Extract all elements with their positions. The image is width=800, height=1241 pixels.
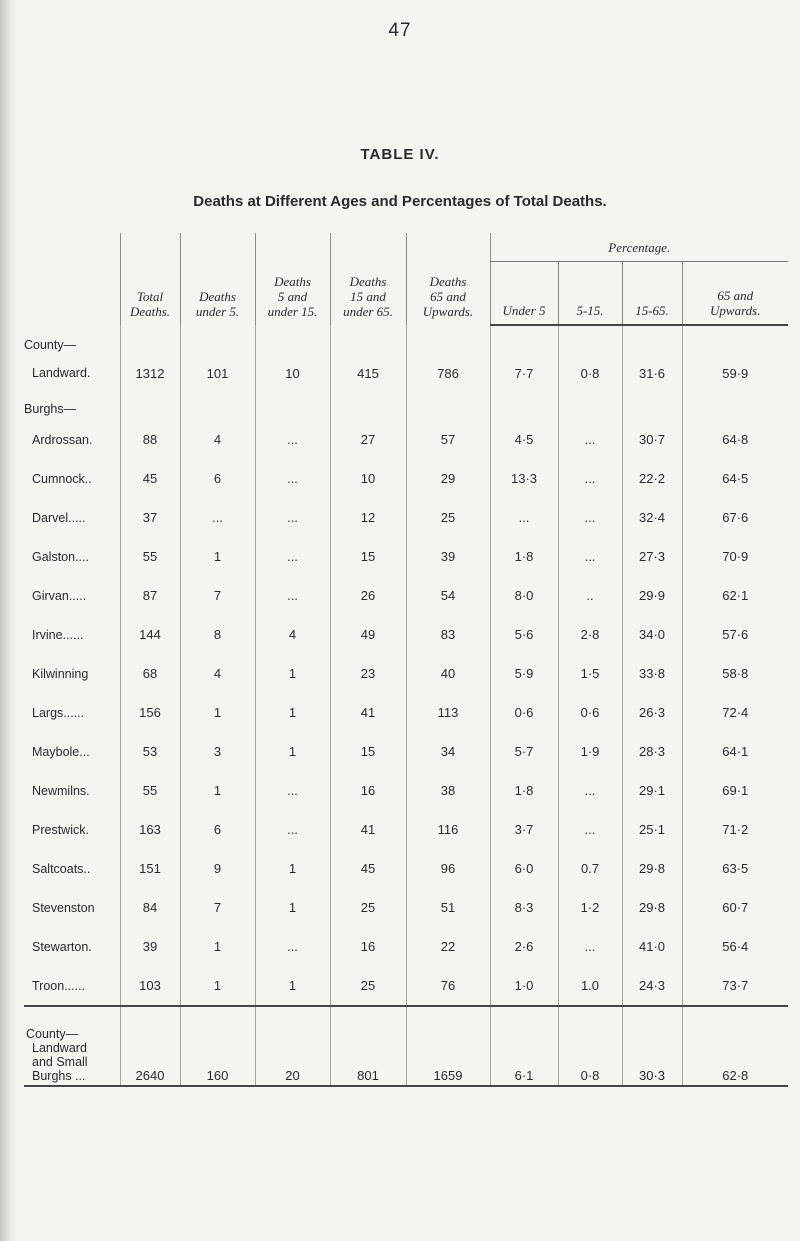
cell-deaths-65-up: 29 xyxy=(406,459,490,498)
cell-deaths-5-15: ... xyxy=(255,810,330,849)
cell-deaths-15-65: 41 xyxy=(330,810,406,849)
cell-pct-15-65: 22·2 xyxy=(622,459,682,498)
row-label: Stewarton. xyxy=(32,939,92,954)
header-deaths-under-5-line1: Deaths xyxy=(199,289,236,304)
total-deaths-under-5: 160 xyxy=(180,1006,255,1086)
cell-deaths-15-65: 41 xyxy=(330,693,406,732)
total-pct-5-15: 0·8 xyxy=(558,1006,622,1086)
cell-deaths-15-65: 415 xyxy=(330,356,406,390)
cell-pct-15-65: 28·3 xyxy=(622,732,682,771)
total-row-label-line: and Small xyxy=(32,1055,88,1069)
cell-deaths-5-15: 1 xyxy=(255,693,330,732)
cell-pct-under-5: 6·0 xyxy=(490,849,558,888)
cell-pct-under-5: 8·0 xyxy=(490,576,558,615)
cell-pct-65-up: 64·8 xyxy=(682,420,788,459)
cell-deaths-15-65: 16 xyxy=(330,771,406,810)
section-burghs xyxy=(24,390,788,420)
cell-pct-15-65: 34·0 xyxy=(622,615,682,654)
cell-deaths-65-up: 54 xyxy=(406,576,490,615)
cell-pct-15-65: 26·3 xyxy=(622,693,682,732)
cell-deaths-under-5: 1 xyxy=(180,966,255,1006)
cell-pct-15-65: 27·3 xyxy=(622,537,682,576)
cell-pct-under-5: 5·9 xyxy=(490,654,558,693)
cell-pct-5-15: ... xyxy=(558,420,622,459)
section-county-spacer xyxy=(330,325,406,356)
cell-pct-65-up: 60·7 xyxy=(682,888,788,927)
row-label: Prestwick. xyxy=(32,822,89,837)
header-pct-65-up-line2: Upwards. xyxy=(710,303,761,318)
section-burghs-spacer xyxy=(682,390,788,420)
cell-pct-5-15: ... xyxy=(558,810,622,849)
cell-deaths-5-15: ... xyxy=(255,537,330,576)
total-row-label-line: Landward xyxy=(32,1041,87,1055)
header-deaths-65-up-line3: Upwards. xyxy=(422,304,474,319)
cell-pct-5-15: ... xyxy=(558,459,622,498)
cell-deaths-15-65: 45 xyxy=(330,849,406,888)
cell-deaths-15-65: 23 xyxy=(330,654,406,693)
cell-total-deaths: 151 xyxy=(120,849,180,888)
row-label: Irvine...... xyxy=(32,627,84,642)
cell-pct-5-15: ... xyxy=(558,927,622,966)
table-row-burgh xyxy=(24,420,788,459)
cell-pct-65-up: 57·6 xyxy=(682,615,788,654)
header-total-deaths xyxy=(120,233,180,325)
table-row-burgh xyxy=(24,459,788,498)
cell-deaths-under-5: 6 xyxy=(180,459,255,498)
cell-deaths-65-up: 57 xyxy=(406,420,490,459)
cell-deaths-65-up: 38 xyxy=(406,771,490,810)
cell-pct-65-up: 59·9 xyxy=(682,356,788,390)
cell-deaths-under-5: 4 xyxy=(180,420,255,459)
cell-pct-15-65: 29·9 xyxy=(622,576,682,615)
table-subtitle: Deaths at Different Ages and Percentages of Total Deaths. xyxy=(193,193,607,210)
section-county-spacer xyxy=(180,325,255,356)
cell-total-deaths: 45 xyxy=(120,459,180,498)
cell-deaths-5-15: 1 xyxy=(255,732,330,771)
cell-pct-under-5: 7·7 xyxy=(490,356,558,390)
cell-deaths-under-5: ... xyxy=(180,498,255,537)
cell-pct-15-65: 29·1 xyxy=(622,771,682,810)
cell-deaths-15-65: 15 xyxy=(330,537,406,576)
page-number: 47 xyxy=(388,20,412,41)
cell-deaths-under-5: 1 xyxy=(180,771,255,810)
cell-pct-under-5: 1·8 xyxy=(490,771,558,810)
row-label: Galston.... xyxy=(32,549,89,564)
section-burghs-spacer xyxy=(120,390,180,420)
cell-pct-under-5: 13·3 xyxy=(490,459,558,498)
cell-pct-under-5: 5·7 xyxy=(490,732,558,771)
cell-deaths-5-15: 4 xyxy=(255,615,330,654)
cell-pct-5-15: ... xyxy=(558,498,622,537)
cell-pct-65-up: 72·4 xyxy=(682,693,788,732)
cell-deaths-65-up: 76 xyxy=(406,966,490,1006)
header-deaths-5-15-line1: Deaths xyxy=(274,274,311,289)
cell-deaths-15-65: 12 xyxy=(330,498,406,537)
cell-pct-65-up: 70·9 xyxy=(682,537,788,576)
cell-deaths-under-5: 1 xyxy=(180,927,255,966)
table-row-burgh xyxy=(24,537,788,576)
cell-pct-15-65: 33·8 xyxy=(622,654,682,693)
row-label: Newmilns. xyxy=(32,783,90,798)
row-label: Girvan..... xyxy=(32,588,87,603)
table-row-total xyxy=(24,1006,788,1086)
cell-pct-65-up: 64·1 xyxy=(682,732,788,771)
header-pct-15-65-line1: 15-65. xyxy=(635,303,669,318)
cell-pct-65-up: 69·1 xyxy=(682,771,788,810)
cell-deaths-5-15: ... xyxy=(255,498,330,537)
table-row-burgh xyxy=(24,771,788,810)
header-deaths-under-5-line2: under 5. xyxy=(195,304,240,319)
section-county-spacer xyxy=(255,325,330,356)
cell-deaths-5-15: ... xyxy=(255,927,330,966)
total-deaths-15-65: 801 xyxy=(330,1006,406,1086)
cell-total-deaths: 68 xyxy=(120,654,180,693)
cell-deaths-5-15: ... xyxy=(255,420,330,459)
cell-total-deaths: 144 xyxy=(120,615,180,654)
cell-deaths-5-15: ... xyxy=(255,576,330,615)
cell-pct-under-5: 5·6 xyxy=(490,615,558,654)
cell-deaths-65-up: 40 xyxy=(406,654,490,693)
header-deaths-65-up-line1: Deaths xyxy=(429,274,467,289)
header-deaths-15-65-line2: 15 and xyxy=(350,289,386,304)
header-pct-under-5 xyxy=(490,262,558,326)
cell-deaths-15-65: 26 xyxy=(330,576,406,615)
cell-deaths-15-65: 25 xyxy=(330,888,406,927)
cell-deaths-15-65: 10 xyxy=(330,459,406,498)
cell-pct-5-15: ... xyxy=(558,771,622,810)
cell-pct-65-up: 73·7 xyxy=(682,966,788,1006)
cell-pct-65-up: 63·5 xyxy=(682,849,788,888)
table-row-burgh xyxy=(24,654,788,693)
cell-deaths-5-15: 1 xyxy=(255,966,330,1006)
cell-deaths-15-65: 27 xyxy=(330,420,406,459)
deaths-table xyxy=(24,233,788,1087)
cell-deaths-65-up: 786 xyxy=(406,356,490,390)
header-deaths-65-up-line2: 65 and xyxy=(430,289,466,304)
row-label: Largs...... xyxy=(32,705,85,720)
total-row-label-line: County— xyxy=(26,1027,79,1041)
header-pct-5-15-line1: 5-15. xyxy=(576,303,604,318)
total-row-label-line: Burghs ... xyxy=(32,1069,86,1083)
header-percentage: Percentage. xyxy=(490,233,788,262)
total-pct-under-5: 6·1 xyxy=(490,1006,558,1086)
section-burghs-spacer xyxy=(330,390,406,420)
table-row-burgh xyxy=(24,888,788,927)
cell-deaths-65-up: 96 xyxy=(406,849,490,888)
cell-pct-under-5: 1·8 xyxy=(490,537,558,576)
section-burghs-spacer xyxy=(622,390,682,420)
cell-pct-under-5: 4·5 xyxy=(490,420,558,459)
section-county-spacer xyxy=(406,325,490,356)
cell-deaths-under-5: 7 xyxy=(180,888,255,927)
cell-pct-65-up: 62·1 xyxy=(682,576,788,615)
section-county-spacer xyxy=(120,325,180,356)
row-label: Stevenston xyxy=(32,900,95,915)
row-label: Kilwinning xyxy=(32,666,89,681)
cell-total-deaths: 156 xyxy=(120,693,180,732)
table-row-burgh xyxy=(24,732,788,771)
header-deaths-under-5 xyxy=(180,233,255,325)
header-pct-65-up-line1: 65 and xyxy=(717,288,754,303)
cell-deaths-under-5: 101 xyxy=(180,356,255,390)
total-total-deaths: 2640 xyxy=(120,1006,180,1086)
cell-pct-5-15: .. xyxy=(558,576,622,615)
cell-deaths-65-up: 25 xyxy=(406,498,490,537)
cell-total-deaths: 55 xyxy=(120,537,180,576)
total-deaths-65-up: 1659 xyxy=(406,1006,490,1086)
header-total-deaths-line2: Deaths. xyxy=(129,304,171,319)
cell-pct-15-65: 29·8 xyxy=(622,888,682,927)
cell-pct-under-5: 2·6 xyxy=(490,927,558,966)
section-county xyxy=(24,325,788,356)
cell-deaths-5-15: 10 xyxy=(255,356,330,390)
cell-deaths-5-15: 1 xyxy=(255,888,330,927)
row-label: Cumnock.. xyxy=(32,471,92,486)
cell-pct-under-5: 1·0 xyxy=(490,966,558,1006)
cell-deaths-15-65: 49 xyxy=(330,615,406,654)
header-total-deaths-line1: Total xyxy=(136,289,164,304)
section-county-spacer xyxy=(622,325,682,356)
deaths-table-container xyxy=(24,233,788,1087)
cell-pct-5-15: 0.7 xyxy=(558,849,622,888)
header-deaths-5-15-line3: under 15. xyxy=(267,304,318,319)
cell-deaths-65-up: 34 xyxy=(406,732,490,771)
cell-deaths-15-65: 16 xyxy=(330,927,406,966)
cell-pct-5-15: 0·6 xyxy=(558,693,622,732)
cell-pct-65-up: 67·6 xyxy=(682,498,788,537)
section-burghs-spacer xyxy=(490,390,558,420)
row-label: Maybole... xyxy=(32,744,90,759)
total-pct-15-65: 30·3 xyxy=(622,1006,682,1086)
table-row-burgh xyxy=(24,693,788,732)
total-deaths-5-15: 20 xyxy=(255,1006,330,1086)
cell-pct-5-15: 0·8 xyxy=(558,356,622,390)
cell-pct-5-15: 1·2 xyxy=(558,888,622,927)
table-row-landward xyxy=(24,356,788,390)
cell-deaths-under-5: 7 xyxy=(180,576,255,615)
cell-deaths-5-15: 1 xyxy=(255,654,330,693)
cell-deaths-15-65: 25 xyxy=(330,966,406,1006)
row-label: Ardrossan. xyxy=(32,432,93,447)
cell-pct-15-65: 25·1 xyxy=(622,810,682,849)
cell-deaths-under-5: 1 xyxy=(180,693,255,732)
header-pct-under-5-line1: Under 5 xyxy=(502,303,546,318)
table-row-burgh xyxy=(24,576,788,615)
cell-pct-5-15: 1.0 xyxy=(558,966,622,1006)
cell-total-deaths: 1312 xyxy=(120,356,180,390)
cell-pct-65-up: 71·2 xyxy=(682,810,788,849)
cell-deaths-under-5: 3 xyxy=(180,732,255,771)
cell-pct-5-15: 1·5 xyxy=(558,654,622,693)
cell-pct-15-65: 41·0 xyxy=(622,927,682,966)
cell-deaths-5-15: ... xyxy=(255,459,330,498)
cell-pct-5-15: 2·8 xyxy=(558,615,622,654)
cell-deaths-under-5: 9 xyxy=(180,849,255,888)
total-row-label xyxy=(24,1006,120,1086)
section-burghs-spacer xyxy=(406,390,490,420)
cell-deaths-15-65: 15 xyxy=(330,732,406,771)
cell-pct-65-up: 64·5 xyxy=(682,459,788,498)
section-county-spacer xyxy=(682,325,788,356)
cell-pct-15-65: 24·3 xyxy=(622,966,682,1006)
header-label-column xyxy=(24,233,120,325)
cell-deaths-65-up: 113 xyxy=(406,693,490,732)
table-row-burgh xyxy=(24,615,788,654)
header-deaths-15-65-line1: Deaths xyxy=(349,274,387,289)
table-row-burgh xyxy=(24,498,788,537)
cell-deaths-65-up: 83 xyxy=(406,615,490,654)
cell-pct-under-5: ... xyxy=(490,498,558,537)
section-county-label: County— xyxy=(24,338,77,352)
section-burghs-spacer xyxy=(180,390,255,420)
cell-deaths-under-5: 4 xyxy=(180,654,255,693)
row-label: Saltcoats.. xyxy=(32,861,91,876)
cell-pct-15-65: 30·7 xyxy=(622,420,682,459)
section-burghs-spacer xyxy=(255,390,330,420)
cell-total-deaths: 55 xyxy=(120,771,180,810)
cell-deaths-65-up: 22 xyxy=(406,927,490,966)
row-label: Troon...... xyxy=(32,978,86,993)
header-deaths-5-15-line2: 5 and xyxy=(277,289,308,304)
header-deaths-5-15 xyxy=(255,233,330,325)
cell-total-deaths: 87 xyxy=(120,576,180,615)
cell-pct-5-15: ... xyxy=(558,537,622,576)
cell-total-deaths: 163 xyxy=(120,810,180,849)
cell-total-deaths: 103 xyxy=(120,966,180,1006)
cell-total-deaths: 53 xyxy=(120,732,180,771)
cell-deaths-65-up: 51 xyxy=(406,888,490,927)
cell-pct-15-65: 32·4 xyxy=(622,498,682,537)
cell-total-deaths: 39 xyxy=(120,927,180,966)
cell-total-deaths: 88 xyxy=(120,420,180,459)
cell-pct-15-65: 31·6 xyxy=(622,356,682,390)
page-edge-shadow xyxy=(0,0,16,1241)
row-label: Landward. xyxy=(32,366,91,380)
cell-deaths-65-up: 116 xyxy=(406,810,490,849)
cell-deaths-5-15: 1 xyxy=(255,849,330,888)
section-county-spacer xyxy=(558,325,622,356)
cell-pct-65-up: 58·8 xyxy=(682,654,788,693)
header-pct-5-15 xyxy=(558,262,622,326)
cell-deaths-65-up: 39 xyxy=(406,537,490,576)
header-deaths-15-65-line3: under 65. xyxy=(343,304,393,319)
section-county-spacer xyxy=(490,325,558,356)
header-pct-15-65 xyxy=(622,262,682,326)
cell-deaths-under-5: 1 xyxy=(180,537,255,576)
cell-pct-under-5: 3·7 xyxy=(490,810,558,849)
table-row-burgh xyxy=(24,966,788,1006)
table-row-burgh xyxy=(24,927,788,966)
cell-pct-5-15: 1·9 xyxy=(558,732,622,771)
section-burghs-spacer xyxy=(558,390,622,420)
table-row-burgh xyxy=(24,849,788,888)
cell-deaths-under-5: 8 xyxy=(180,615,255,654)
cell-pct-15-65: 29·8 xyxy=(622,849,682,888)
table-body xyxy=(24,325,788,1086)
cell-total-deaths: 37 xyxy=(120,498,180,537)
header-deaths-15-65 xyxy=(330,233,406,325)
table-row-burgh xyxy=(24,810,788,849)
row-label: Darvel..... xyxy=(32,510,86,525)
cell-pct-under-5: 0·6 xyxy=(490,693,558,732)
header-deaths-65-up xyxy=(406,233,490,325)
section-burghs-label: Burghs— xyxy=(24,402,77,416)
header-pct-65-up xyxy=(682,262,788,326)
cell-total-deaths: 84 xyxy=(120,888,180,927)
cell-deaths-5-15: ... xyxy=(255,771,330,810)
table-title: TABLE IV. xyxy=(360,146,440,163)
cell-pct-under-5: 8·3 xyxy=(490,888,558,927)
cell-pct-65-up: 56·4 xyxy=(682,927,788,966)
cell-deaths-under-5: 6 xyxy=(180,810,255,849)
total-pct-65-up: 62·8 xyxy=(682,1006,788,1086)
